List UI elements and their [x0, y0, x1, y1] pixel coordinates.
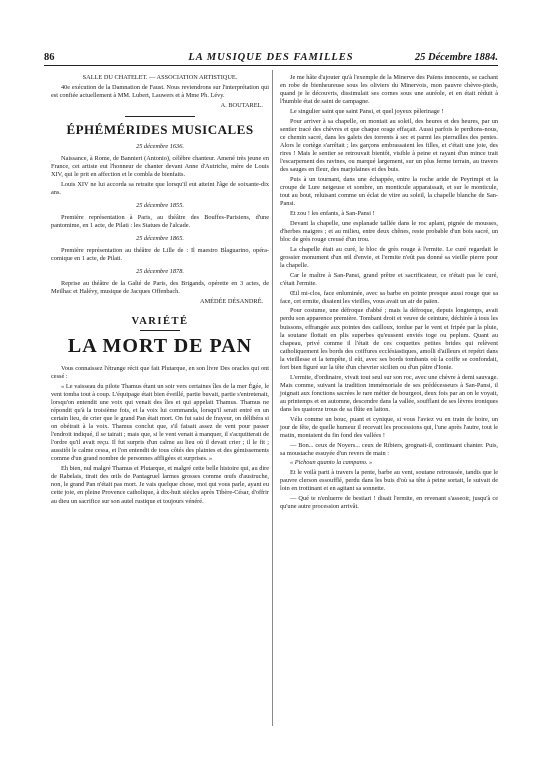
article-paragraph: — Bon... ceux de Noyers... ceux de Ribiers, grognait-il, continuant chanter. Puis, sa moustache essuyée d'un revers de main : [280, 441, 498, 457]
plutarch-quote: « Le vaisseau du pilote Thamus étant un soir vers certaines îles de la mer Égée, le vent tomba tout à coup. L'équipage était bien éveillé, partie buvait, partie s'entretenait, lorsqu'on entendit une voix qui venait des îles et qui appelait Thamus. Thamus ne répondit qu'à la troisième fois, et la voix lui commanda, lorsqu'il serait entré en un certain lieu, de crier que le grand Pan était mort. On fut saisi de frayeur, on délibéra si on obéirait à la voix. Thamus conclut que, s'il faisait assez de vent pour passer l'endroit indiqué, il se tairait ; mais que, si le vent venait à manquer, il s'acquitterait de l'ordre qu'il avait reçu. Il fut surpris d'un calme au lieu où il devait crier ; il le fit ; aussitôt le calme cessa, et l'on entendit de tous côtés des plaintes et des gémissements comme d'un grand nombre de personnes affligées et surprises. » [51, 383, 269, 463]
article-paragraph: Pour costume, une défroque d'abbé ; mais la défroque, depuis longtemps, avait perdu son apparence première. Tombant droit et veuve de ceinture, déchirée à tous les buissons, effrangée aux pointes des cailloux, tordue par le vent et fripée par la pluie, la soutane flottait en plis superbes qu'eussent enviés toge ou peplum. Quant au chapeau, privé comme il l'était de ces coquettes petites brides qui relèvent catholiquement les bords des coiffures ecclésiastiques, amolli d'ailleurs et repétri dans la vieillesse et la tempête, il eût, avec ses bords tombants où la coiffe se confondait, fort bien figuré sur la tête d'un chevrier sicilien ou d'un pâtre d'Ionie. [280, 307, 498, 371]
date-1855: 25 décembre 1855. [136, 201, 184, 209]
article-paragraph: La chapelle était au curé, le bloc de grès rouge à l'ermite. Le curé regardait le grossier monument d'un œil d'envie, et l'ermite n'eût pas donné sa vieille pierre pour la chapelle. [280, 245, 498, 269]
separator-rule [125, 116, 195, 117]
date-1636: 25 décembre 1636. [136, 142, 184, 150]
article-paragraph: Vous connaissez l'étrange récit que fait Plutarque, en son livre Des oracles qui ont cessé : [51, 365, 269, 381]
salle-heading: SALLE DU CHATELET. — ASSOCIATION ARTISTIQUE. [82, 74, 238, 81]
article-paragraph: Œil mi-clos, face enluminée, avec sa barbe en pointe presque aussi rouge que sa face, cet ermite, disaient les vieilles, vous avait un air de païen. [280, 289, 498, 305]
column-divider [272, 70, 273, 726]
ephemeris-paragraph: Louis XIV ne lui accorda sa retraite que lorsqu'il eut atteint l'âge de soixante-dix ans. [51, 180, 269, 196]
article-title: LA MORT DE PAN [67, 335, 253, 358]
article-quote: « Pichoun quanto la campano. » [290, 459, 373, 467]
right-column [280, 74, 498, 513]
article-paragraph: — Qué te n'enluerre de bestiari ! disait l'ermite, en revenant s'asseoir, jusqu'à ce qu'une autre procession arrivât. [280, 495, 498, 511]
header-rule [44, 65, 498, 66]
article-paragraph: Devant la chapelle, une esplanade taillée dans le roc aplani, pignée de mousses, d'herbes maigres ; et au milieu, entre deux chênes, reste probable d'un bois sacré, un bloc de grès rouge creusé d'un trou. [280, 219, 498, 243]
salle-text: 40e exécution de la Damnation de Faust. Nous reviendrons sur l'interprétation qui est confiée actuellement à MM. Lubert, Lauwers et à Mme Ph. Lévy. [51, 83, 269, 99]
signature-desandre: AMÉDÉE DÉSANDRÉ. [200, 298, 263, 306]
ephemeris-paragraph: Première représentation au théâtre de Lille de : Il maestro Blaguarino, opéra-comique en 1 acte, de Pilati. [51, 247, 269, 263]
journal-title: LA MUSIQUE DES FAMILLES [188, 52, 354, 63]
variete-heading: VARIÉTÉ [131, 316, 189, 328]
ephemeris-paragraph: Naissance, à Rome, de Bannieri (Antonio), célèbre chanteur. Amené très jeune en France, cet artiste eut l'honneur de chanter devant Anne d'Autriche, mère de Louis XIV, qui le prit en affection et le combla de bienfaits. [51, 154, 269, 178]
article-paragraph: Et zou ! les enfants, à San-Pansi ! [290, 209, 375, 217]
variete-rule [140, 330, 180, 331]
article-paragraph: Eh bien, nul malgré Thamus et Plutarque, et malgré cette belle histoire qui, au dire de Rabelais, tirait des œils de Pantagruel larmes grosses comme œufs d'austruche, non, le grand Pan n'était pas mort. Je vais quelque chose, moi qui vous parle, ayant eu cette joie, en pleine Provence catholique, à dix-huit siècles après Tibère-César, d'offrir au dieu un sacrifice sur son autel rustique et toujours vénéré. [51, 465, 269, 505]
article-paragraph: Je me hâte d'ajouter qu'à l'exemple de la Minerve des Païens innocents, se cachant en robe de bienheureuse sous les oliviers du Minervois, mon pauvre chèvre-pieds, quand je le découvris, dissimulait ses cornes sous une auréole, et en était réduit à l'humble état de saint de campagne. [280, 74, 498, 106]
article-paragraph: Puis à un tournant, dans une échappée, entre la roche aride de Peyrimpi et la croupe de Lure neigeuse et sombre, un monticule apparaissait, et sur le monticule, tout au bout, reluisant comme un éclat de vitre au soleil, la chapelle blanche de San-Pansi. [280, 175, 498, 208]
date-1865: 25 décembre 1865. [136, 235, 184, 242]
article-paragraph: L'ermite, d'ordinaire, vivait tout seul sur son roc, avec une chèvre à demi sauvage. Mais comme, suivant la tradition immémoriale de ses prédécesseurs à San-Pansi, il joignait aux fonctions sacrées le rare métier de bourgeoi, deux fois par an on le voyait, au printemps et en automne, descendre dans la vallée, soufflant de ses lèvres ironiques dans les quatorze trous de sa flûte en laiton. [280, 373, 498, 413]
article-paragraph: Pour arriver à sa chapelle, on montait au soleil, des heures et des heures, par un sentier tracé des chèvres et que chaque orage effaçait. Aussi parfois le perdions-nous, ce chemin sacré, dans les galets des torrents à sec et parmi les pierrailles des pentes. Alors le cortège s'arrêtait ; les garçons embrassaient les filles, et c'était une joie, des rires ! Mais le sentier se retrouvait bientôt, visible à peine et rayant d'un mince trait l'escarpement des ravines, ou marqué largement, sur un plus ferme terrain, au travers des sauges en fleur, des marjolaines et des buis. [280, 117, 498, 174]
signature-boutarel: A. BOUTAREL. [220, 101, 263, 109]
left-column [51, 74, 269, 507]
page-number: 86 [44, 52, 55, 63]
article-paragraph: Le singulier saint que saint Pansi, et quel joyeux pèlerinage ! [290, 107, 444, 115]
article-paragraph: Vélu comme un bouc, puant et cynique, si vous l'aviez vu en train de boire, un jour de fête, de quelle humeur il recevait les processions qui, l'une après l'autre, tout le matin, montaient du fin fond des vallées ! [280, 415, 498, 439]
issue-date: 25 Décembre 1884. [414, 52, 498, 63]
article-paragraph: Et le voilà parti à travers la pente, barbe au vent, soutane retroussée, tandis que le pauvre clerson essoufflé, perdu dans les buis d'où sa tête à peine sortait, le suivait de loin en trottinant et en agitant sa sonnette. [280, 469, 498, 493]
date-1878: 25 décembre 1878. [136, 268, 184, 276]
page-header [44, 52, 498, 66]
ephemeris-paragraph: Première représentation à Paris, au théâtre des Bouffes-Parisiens, d'une pantomime, en 1 acte, de Pilati : les Statues de l'alcade. [51, 213, 269, 229]
ephemeris-paragraph: Reprise au théâtre de la Gaîté de Paris, des Brigands, opérette en 3 actes, de Meilhac et Halévy, musique de Jacques Offenbach. [51, 280, 269, 296]
article-paragraph: Car le maître à San-Pansi, grand prêtre et sacrificateur, ce n'était pas le curé, c'était l'ermite. [280, 271, 498, 287]
ephemerides-title: ÉPHÉMÉRIDES MUSICALES [66, 121, 254, 137]
